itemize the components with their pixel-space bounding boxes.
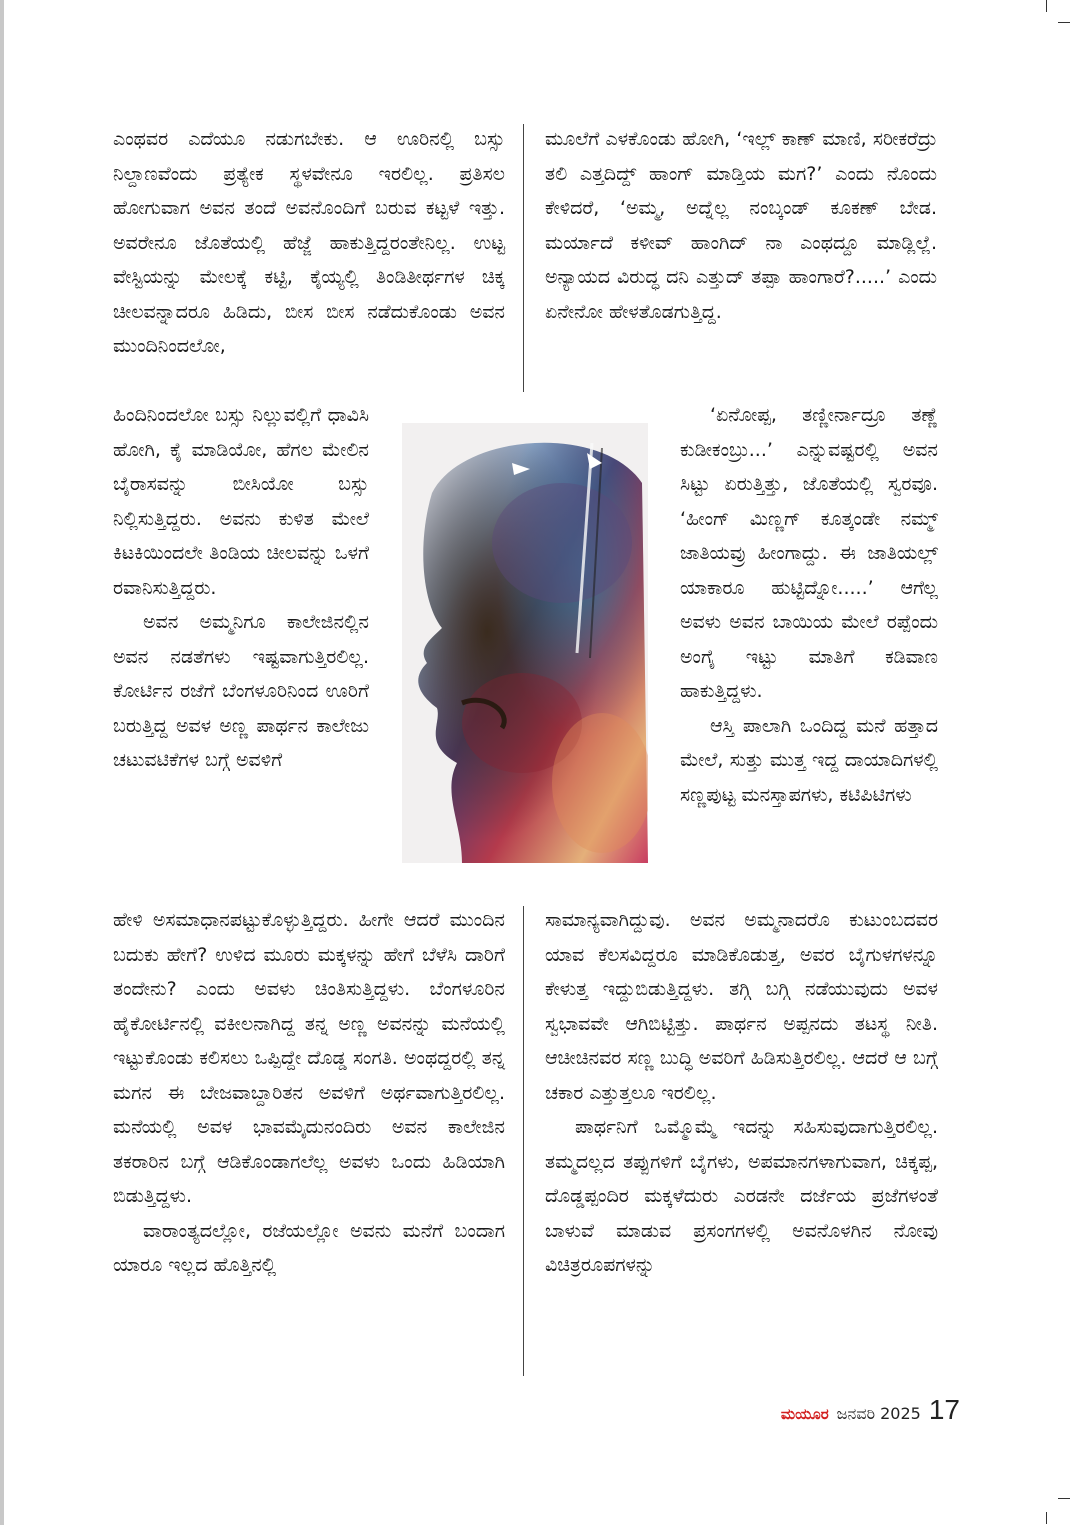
article-text-left-wrap (113, 398, 369, 778)
article-text-right-wrap (680, 398, 938, 812)
issue-date: ಜನವರಿ 2025 (836, 1404, 921, 1423)
crop-mark (1058, 22, 1070, 23)
article-text-left-top (113, 122, 505, 364)
face-profile-illustration (402, 423, 648, 863)
paragraph: ಆಸ್ತಿ ಪಾಲಾಗಿ ಒಂದಿದ್ದ ಮನೆ ಹತ್ತಾದ ಮೇಲೆ, ಸುತ್ತು ಮುತ್ತ ಇದ್ದ ದಾಯಾದಿಗಳಲ್ಲಿ ಸಣ್ಣಪುಟ್ಟ ಮನಸ್ತಾಪಗಳು, ಕಟಿಪಿಟಿಗಳು (680, 714, 938, 806)
crop-mark (1046, 1512, 1047, 1524)
paragraph: ಪಾರ್ಥನಿಗೆ ಒಮ್ಮೊಮ್ಮೆ ಇದನ್ನು ಸಹಿಸುವುದಾಗುತ್ತಿರಲಿಲ್ಲ. ತಮ್ಮದಲ್ಲದ ತಪ್ಪುಗಳಿಗೆ ಬೈಗಳು, ಅಪಮಾನಗಳಾಗುವಾಗ, ಚಿಕ್ಕಪ್ಪ, ದೊಡ್ಡಪ್ಪಂದಿರ ಮಕ್ಕಳೆದುರು ಎರಡನೇ ದರ್ಜೆಯ ಪ್ರಜೆಗಳಂತೆ ಬಾಳುವೆ ಮಾಡುವ ಪ್ರಸಂಗಗಳಲ್ಲಿ ಅವನೊಳಗಿನ ನೋವು ವಿಚಿತ್ರರೂಪಗಳನ್ನು (545, 1116, 938, 1276)
article-text-right-top (545, 122, 937, 329)
paragraph: ಅವನ ಅಮ್ಮನಿಗೂ ಕಾಲೇಜಿನಲ್ಲಿನ ಅವನ ನಡತೆಗಳು ಇಷ್ಟವಾಗುತ್ತಿರಲಿಲ್ಲ. ಕೋರ್ಟಿನ ರಜೆಗೆ ಬೆಂಗಳೂರಿನಿಂದ ಊರಿಗೆ ಬರುತ್ತಿದ್ದ ಅವಳ ಅಣ್ಣ ಪಾರ್ಥನ ಕಾಲೇಜು ಚಟುವಟಿಕೆಗಳ ಬಗ್ಗೆ ಅವಳಿಗೆ (113, 611, 369, 771)
column-divider (523, 906, 524, 1376)
article-text-left-bottom (113, 903, 505, 1283)
paragraph: ಎಂಥವರ ಎದೆಯೂ ನಡುಗಬೇಕು. ಆ ಊರಿನಲ್ಲಿ ಬಸ್ಸು ನಿಲ್ದಾಣವೆಂದು ಪ್ರತ್ಯೇಕ ಸ್ಥಳವೇನೂ ಇರಲಿಲ್ಲ. ಪ್ರತಿಸಲ ಹೋಗುವಾಗ ಅವನ ತಂದೆ ಅವನೊಂದಿಗೆ ಬರುವ ಕಟ್ಟಳೆ ಇತ್ತು. ಅವರೇನೂ ಜೊತೆಯಲ್ಲಿ ಹೆಜ್ಜೆ ಹಾಕುತ್ತಿದ್ದರಂತೇನಿಲ್ಲ. ಉಟ್ಟ ವೇಸ್ಟಿಯನ್ನು ಮೇಲಕ್ಕೆ ಕಟ್ಟಿ, ಕೈಯ್ಯಲ್ಲಿ ತಿಂಡಿತೀರ್ಥಗಳ ಚಿಕ್ಕ ಚೀಲವನ್ನಾದರೂ ಹಿಡಿದು, ಬೀಸ ಬೀಸ ನಡೆದುಕೊಂಡು ಅವನ ಮುಂದಿನಿಂದಲೋ, (113, 128, 505, 357)
paragraph: ಮೂಲೆಗೆ ಎಳಕೊಂಡು ಹೋಗಿ, ‘ಇಲ್ಲ್ ಕಾಣ್ ಮಾಣಿ, ಸರೀಕರೆದ್ರು ತಲಿ ಎತ್ತದಿದ್ದ್ ಹಾಂಗ್ ಮಾಡ್ತಿಯ ಮಗ?’ ಎಂದು ನೊಂದು ಕೇಳಿದರೆ, ‘ಅಮ್ಮ, ಅದ್ನೆಲ್ಲ ನಂಬ್ಕಂಡ್ ಕೂಕಣ್ ಬೇಡ. ಮರ್ಯಾದೆ ಕಳೀವ್ ಹಾಂಗಿದ್ ನಾ ಎಂಥದ್ದೂ ಮಾಡ್ಲಿಲ್ಲೆ. ಅನ್ಯಾಯದ ವಿರುದ್ಧ ದನಿ ಎತ್ತುದ್ ತಪ್ಪಾ ಹಾಂಗಾರೆ?.....’ ಎಂದು ಏನೇನೋ ಹೇಳತೊಡಗುತ್ತಿದ್ದ. (545, 128, 937, 323)
paragraph: ‘ಏನೋಪ್ಪ, ತಣ್ಣೀರ್ನಾದ್ರೂ ತಣ್ಣೆ ಕುಡೀಕಂಬ್ರು...’ ಎನ್ನುವಷ್ಟರಲ್ಲಿ ಅವನ ಸಿಟ್ಟು ಏರುತ್ತಿತ್ತು, ಜೊತೆಯಲ್ಲಿ ಸ್ವರವೂ. ‘ಹೀಂಗ್ ಮಿಣ್ಣಗ್ ಕೂತ್ಕಂಡೇ ನಮ್ಮ್ ಜಾತಿಯವ್ರು ಹೀಂಗಾದ್ದು. ಈ ಜಾತಿಯಲ್ಲ್ ಯಾಕಾರೂ ಹುಟ್ಟಿದ್ನೋ.....’ ಆಗೆಲ್ಲ ಅವಳು ಅವನ ಬಾಯಿಯ ಮೇಲೆ ರಪ್ಪೆಂದು ಅಂಗೈ ಇಟ್ಟು ಮಾತಿಗೆ ಕಡಿವಾಣ ಹಾಕುತ್ತಿದ್ದಳು. (680, 404, 938, 702)
page-edge (0, 0, 4, 1525)
magazine-name: ಮಯೂರ (780, 1405, 829, 1423)
paragraph: ವಾರಾಂತ್ಯದಲ್ಲೋ, ರಜೆಯಲ್ಲೋ ಅವನು ಮನೆಗೆ ಬಂದಾಗ ಯಾರೂ ಇಲ್ಲದ ಹೊತ್ತಿನಲ್ಲಿ (113, 1219, 505, 1276)
page-footer (781, 1394, 960, 1426)
article-text-right-bottom (545, 903, 938, 1283)
page-number: 17 (928, 1394, 960, 1425)
paragraph: ಹಿಂದಿನಿಂದಲೋ ಬಸ್ಸು ನಿಲ್ಲುವಲ್ಲಿಗೆ ಧಾವಿಸಿ ಹೋಗಿ, ಕೈ ಮಾಡಿಯೋ, ಹೆಗಲ ಮೇಲಿನ ಬೈರಾಸವನ್ನು ಬೀಸಿಯೋ ಬಸ್ಸು ನಿಲ್ಲಿಸುತ್ತಿದ್ದರು. ಅವನು ಕುಳಿತ ಮೇಲೆ ಕಿಟಕಿಯಿಂದಲೇ ತಿಂಡಿಯ ಚೀಲವನ್ನು ಒಳಗೆ ರವಾನಿಸುತ್ತಿದ್ದರು. (113, 404, 369, 599)
crop-mark (1058, 1498, 1070, 1499)
paragraph: ಹೇಳಿ ಅಸಮಾಧಾನಪಟ್ಟುಕೊಳ್ಳುತ್ತಿದ್ದರು. ಹೀಗೇ ಆದರೆ ಮುಂದಿನ ಬದುಕು ಹೇಗೆ? ಉಳಿದ ಮೂರು ಮಕ್ಕಳನ್ನು ಹೇಗೆ ಬೆಳೆಸಿ ದಾರಿಗೆ ತಂದೇನು? ಎಂದು ಅವಳು ಚಿಂತಿಸುತ್ತಿದ್ದಳು. ಬೆಂಗಳೂರಿನ ಹೈಕೋರ್ಟಿನಲ್ಲಿ ವಕೀಲನಾಗಿದ್ದ ತನ್ನ ಅಣ್ಣ ಅವನನ್ನು ಮನೆಯಲ್ಲಿ ಇಟ್ಟುಕೊಂಡು ಕಲಿಸಲು ಒಪ್ಪಿದ್ದೇ ದೊಡ್ಡ ಸಂಗತಿ. ಅಂಥದ್ದರಲ್ಲಿ ತನ್ನ ಮಗನ ಈ ಬೇಜವಾಬ್ದಾರಿತನ ಅವಳಿಗೆ ಅರ್ಥವಾಗುತ್ತಿರಲಿಲ್ಲ. ಮನೆಯಲ್ಲಿ ಅವಳ ಭಾವಮೈದುನಂದಿರು ಅವನ ಕಾಲೇಜಿನ ತಕರಾರಿನ ಬಗ್ಗೆ ಆಡಿಕೊಂಡಾಗಲೆಲ್ಲ ಅವಳು ಒಂದು ಹಿಡಿಯಾಗಿ ಬಿಡುತ್ತಿದ್ದಳು. (113, 909, 505, 1207)
paragraph: ಸಾಮಾನ್ಯವಾಗಿದ್ದುವು. ಅವನ ಅಮ್ಮನಾದರೊ ಕುಟುಂಬದವರ ಯಾವ ಕೆಲಸವಿದ್ದರೂ ಮಾಡಿಕೊಡುತ್ತ, ಅವರ ಬೈಗುಳಗಳನ್ನೂ ಕೇಳುತ್ತ ಇದ್ದುಬಿಡುತ್ತಿದ್ದಳು. ತಗ್ಗಿ ಬಗ್ಗಿ ನಡೆಯುವುದು ಅವಳ ಸ್ವಭಾವವೇ ಆಗಿಬಿಟ್ಟಿತ್ತು. ಪಾರ್ಥನ ಅಪ್ಪನದು ತಟಸ್ಥ ನೀತಿ. ಆಚೀಚಿನವರ ಸಣ್ಣ ಬುದ್ಧಿ ಅವರಿಗೆ ಹಿಡಿಸುತ್ತಿರಲಿಲ್ಲ. ಆದರೆ ಆ ಬಗ್ಗೆ ಚಕಾರ ಎತ್ತುತ್ತಲೂ ಇರಲಿಲ್ಲ. (545, 909, 938, 1104)
crop-mark (1046, 0, 1047, 12)
column-divider (523, 124, 524, 392)
